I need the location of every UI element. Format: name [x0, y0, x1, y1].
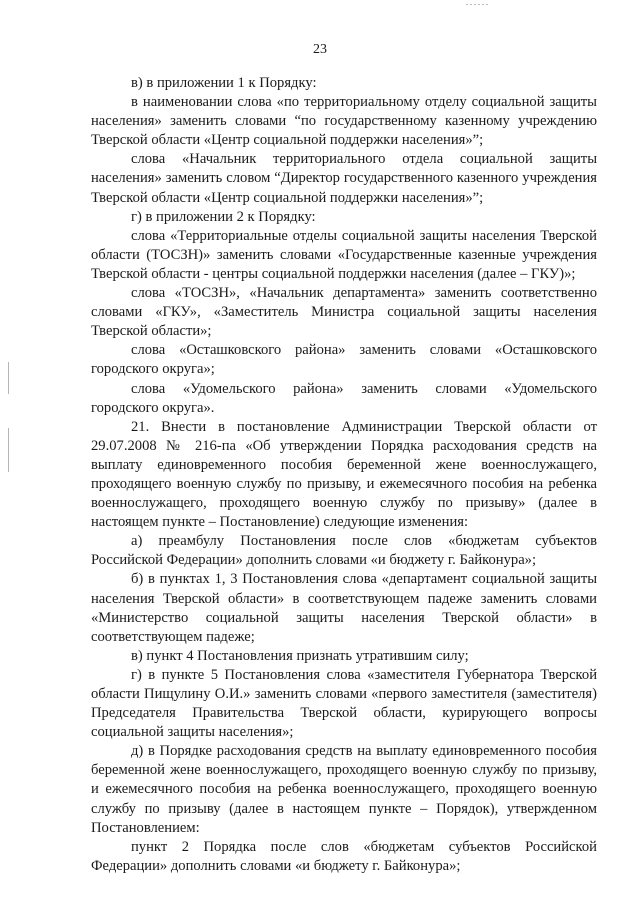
paragraph: в) в приложении 1 к Порядку:	[131, 75, 317, 91]
scan-artifact-left-1	[8, 362, 9, 394]
scan-artifact-top	[466, 4, 488, 5]
paragraph: в) пункт 4 Постановления признать утратившим силу;	[131, 647, 469, 664]
scan-artifact-left-2	[8, 428, 9, 472]
paragraph: в наименовании слова «по территориальному отделу социальной защиты населения» заменить словами “по государственному казенному учреждению Тверской области «Центр социальной поддержки населения»”;	[91, 94, 597, 149]
paragraph: г) в пункте 5 Постановления слова «заместителя Губернатора Тверской области Пищулину О.И.» заменить словами «первого заместителя (заместителя) Председателя Правительства Тверской области, курирующего вопросы социальной защиты населения»;	[91, 666, 597, 741]
page-number: 23	[313, 42, 327, 57]
paragraph: пункт 2 Порядка после слов «бюджетам субъектов Российской Федерации» дополнить словами «и бюджету г. Байконура»;	[91, 838, 597, 874]
paragraph: б) в пунктах 1, 3 Постановления слова «департамент социальной защиты населения Тверской области» в соответствующем падеже заменить словами «Министерство социальной защиты населения Тверской области» в соответствующем падеже;	[91, 571, 597, 645]
paragraph: а) преамбулу Постановления после слов «бюджетам субъектов Российской Федерации» дополнить словами «и бюджету г. Байконура»;	[91, 533, 597, 569]
paragraph: слова «Начальник территориального отдела социальной защиты населения» заменить словом “Директор государственного казенного учреждения Тверской области «Центр социальной поддержки населения»”;	[91, 151, 597, 206]
paragraph: слова «ТОСЗН», «Начальник департамента» заменить соответственно словами «ГКУ», «Заместитель Министра социальной защиты населения Тверской области»;	[91, 285, 597, 340]
paragraph: слова «Осташковского района» заменить словами «Осташковского городского округа»;	[91, 342, 597, 378]
paragraph: слова «Территориальные отделы социальной защиты населения Тверской области (ТОСЗН)» заменить словами «Государственные казенные учреждения Тверской области - центры социальной поддержки населения (далее – ГКУ)»;	[91, 227, 597, 282]
document-body	[91, 74, 597, 876]
paragraph: г) в приложении 2 к Порядку:	[131, 208, 316, 225]
paragraph: слова «Удомельского района» заменить словами «Удомельского городского округа».	[91, 380, 597, 416]
paragraph: д) в Порядке расходования средств на выплату единовременного пособия беременной жене военнослужащего, проходящего военную службу по призыву, и ежемесячного пособия на ребенка военнослужащего, проходящего военную службу по призыву (далее в настоящем пункте – Порядок), утвержденном Постановлением:	[91, 743, 597, 836]
paragraph: 21. Внести в постановление Администрации Тверской области от 29.07.2008 № 216-па «Об утверждении Порядка расходования средств на выплату единовременного пособия беременной жене военнослужащего, проходящего военную службу по призыву, и ежемесячного пособия на ребенка военнослужащего, проходящего военную службу по призыву» (далее в настоящем пункте – Постановление) следующие изменения:	[91, 418, 597, 531]
